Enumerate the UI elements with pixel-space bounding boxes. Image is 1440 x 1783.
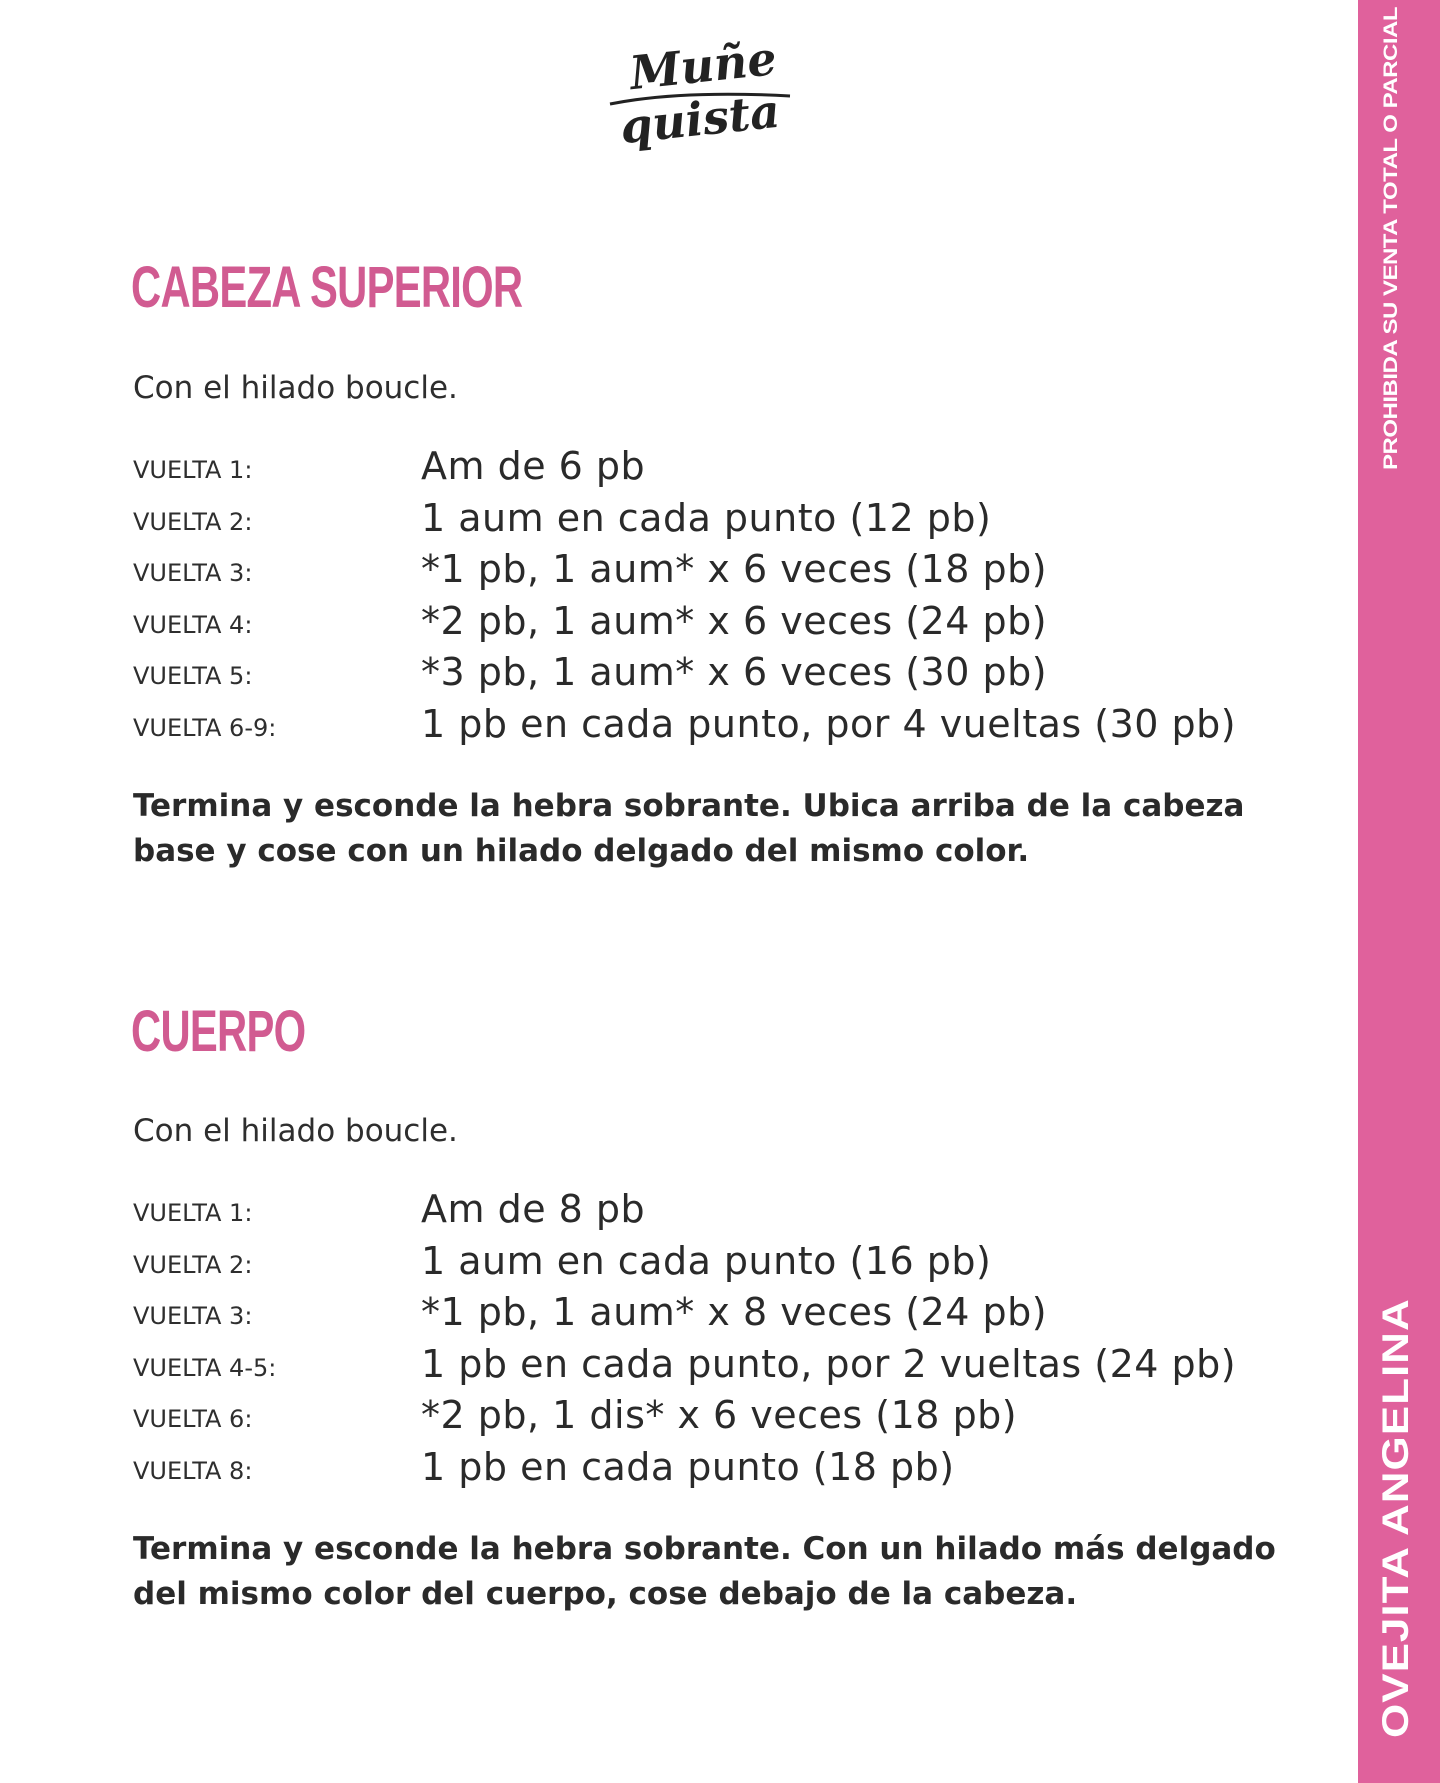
munequista-logo — [600, 20, 800, 160]
round-label: VUELTA 6-9: — [133, 713, 277, 742]
round-label: VUELTA 4-5: — [133, 1353, 277, 1382]
round-label: VUELTA 3: — [133, 559, 253, 587]
round-row — [133, 444, 1283, 496]
sidebar-copyright-text: PROHIBIDA SU VENTA TOTAL O PARCIAL — [1380, 6, 1402, 470]
round-label: VUELTA 2: — [133, 507, 253, 536]
section-title-cabeza-superior: CABEZA SUPERIOR — [131, 255, 523, 320]
round-row — [133, 547, 1283, 599]
section-intro: Con el hilado boucle. — [133, 370, 458, 406]
round-label: VUELTA 8: — [133, 1456, 253, 1485]
round-instruction: *1 pb, 1 aum* x 6 veces (18 pb) — [421, 547, 1048, 591]
round-row — [133, 1187, 1283, 1239]
round-instruction: Am de 8 pb — [421, 1187, 646, 1231]
round-row — [133, 1445, 1283, 1497]
sidebar-pattern-title: OVEJITA ANGELINA — [1375, 1298, 1417, 1738]
round-instruction: *2 pb, 1 aum* x 6 veces (24 pb) — [421, 598, 1048, 643]
round-label: VUELTA 3: — [133, 1302, 253, 1330]
round-instruction: 1 pb en cada punto, por 2 vueltas (24 pb) — [421, 1341, 1237, 1386]
round-label: VUELTA 1: — [133, 456, 253, 484]
round-label: VUELTA 4: — [133, 610, 253, 639]
round-instruction: 1 pb en cada punto (18 pb) — [421, 1444, 955, 1489]
round-instruction: 1 aum en cada punto (12 pb) — [421, 495, 992, 540]
section-finishing-note: Termina y esconde la hebra sobrante. Con un hilado más delgado del mismo color del cuerpo, cose debajo de la cabeza. — [133, 1531, 1276, 1612]
round-label: VUELTA 6: — [133, 1405, 253, 1433]
round-row — [133, 1290, 1283, 1342]
section-intro: Con el hilado boucle. — [133, 1113, 458, 1149]
round-instruction: *1 pb, 1 aum* x 8 veces (24 pb) — [421, 1290, 1048, 1334]
round-instruction: Am de 6 pb — [421, 444, 646, 488]
round-row — [133, 650, 1283, 702]
round-row — [133, 599, 1283, 651]
svg-text:quista: quista — [617, 83, 783, 155]
svg-text:Muñe: Muñe — [627, 31, 780, 101]
section-finishing-note: Termina y esconde la hebra sobrante. Ubica arriba de la cabeza base y cose con un hilado delgado del mismo color. — [133, 788, 1245, 869]
rounds-list-cabeza-superior — [133, 444, 1283, 753]
round-row — [133, 496, 1283, 548]
round-label: VUELTA 5: — [133, 662, 253, 690]
round-instruction: 1 pb en cada punto, por 4 vueltas (30 pb) — [421, 701, 1237, 746]
round-row — [133, 702, 1283, 754]
round-label: VUELTA 1: — [133, 1199, 253, 1227]
section-title-cuerpo: CUERPO — [131, 999, 306, 1064]
round-instruction: *3 pb, 1 aum* x 6 veces (30 pb) — [421, 650, 1048, 694]
round-row — [133, 1342, 1283, 1394]
round-row — [133, 1239, 1283, 1291]
rounds-list-cuerpo — [133, 1187, 1283, 1496]
round-row — [133, 1393, 1283, 1445]
round-label: VUELTA 2: — [133, 1250, 253, 1279]
round-instruction: 1 aum en cada punto (16 pb) — [421, 1238, 992, 1283]
round-instruction: *2 pb, 1 dis* x 6 veces (18 pb) — [421, 1393, 1018, 1437]
